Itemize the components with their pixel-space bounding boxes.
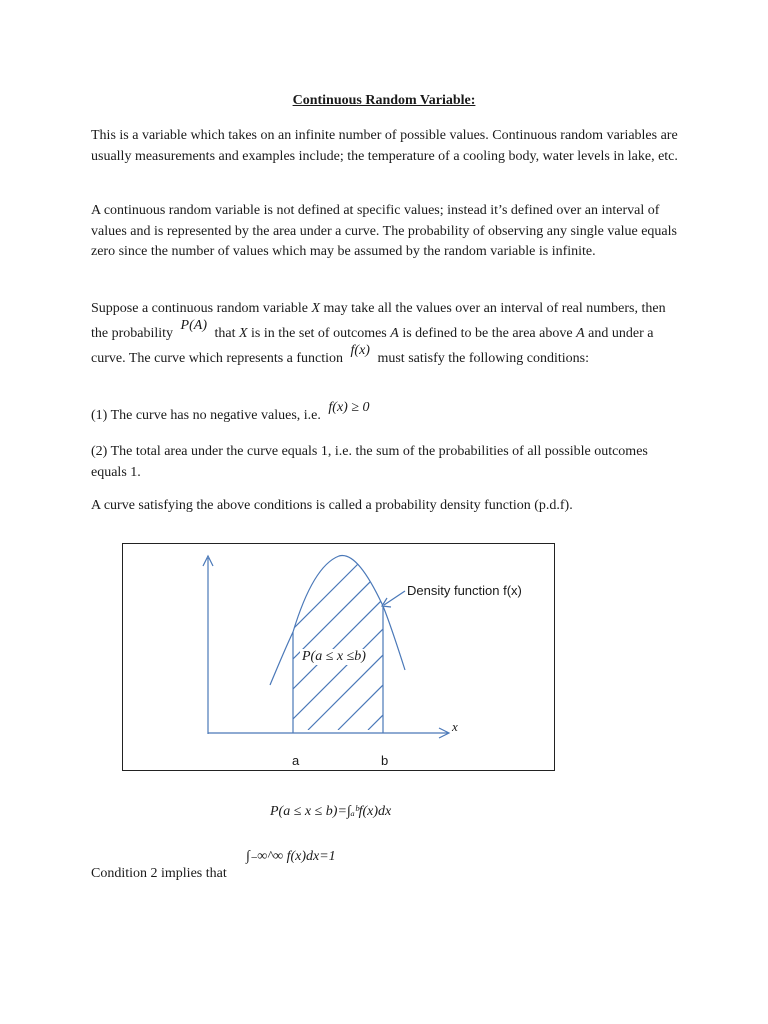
density-curve: [270, 556, 405, 685]
condition-one-math: f(x) ≥ 0: [328, 400, 370, 415]
b-label: b: [381, 753, 389, 768]
paragraph-interval: A continuous random variable is not defined at specific values; instead it’s defined over an interval of values and is represented by the area under a curve. The probability of observing any single value equals zero since the number of values which may be assumed by the random variable is infinite.: [91, 203, 677, 260]
normalization-equation: [244, 848, 338, 865]
math-var-a: A: [576, 326, 585, 341]
text-fragment: must satisfy the following conditions:: [373, 351, 590, 366]
eq2-text: ∫₋∞^∞ f(x)dx=1: [246, 849, 336, 864]
condition-two: (2) The total area under the curve equals 1, i.e. the sum of the probabilities of all possible outcomes equals 1.: [91, 444, 648, 480]
math-fx: f(x): [350, 343, 370, 358]
paragraph-probability: [91, 296, 681, 371]
text-fragment: that: [210, 326, 239, 341]
math-var-x: X: [311, 301, 321, 316]
x-axis-label: x: [452, 719, 458, 734]
density-function-label: Density function f(x): [407, 583, 522, 598]
condition-one-text: (1) The curve has no negative values, i.e.: [91, 408, 325, 423]
math-var-x: X: [238, 326, 248, 341]
text-fragment: Suppose a continuous random variable: [91, 301, 312, 316]
text-fragment: is defined to be the area above: [398, 326, 577, 341]
eq1-text: P(a ≤ x ≤ b)=∫ₐᵇf(x)dx: [270, 804, 392, 819]
area-label: P(a ≤ x ≤b): [302, 649, 366, 664]
pointer-line: [384, 591, 405, 605]
a-label: a: [292, 753, 300, 768]
text-fragment: may take all the values over an interval of real numbers, then the probability: [91, 301, 666, 341]
math-pa: P(A): [180, 318, 207, 333]
probability-integral-equation: [268, 803, 393, 820]
condition-two-implies: Condition 2 implies that: [91, 866, 227, 881]
math-var-a: A: [390, 326, 399, 341]
text-fragment: and under a curve. The curve which represents a function: [91, 326, 654, 366]
page-title: Continuous Random Variable:: [292, 93, 476, 108]
hatch-pattern: [293, 559, 383, 730]
text-fragment: is in the set of outcomes: [247, 326, 391, 341]
density-figure: [122, 543, 555, 771]
paragraph-definition: This is a variable which takes on an infinite number of possible values. Continuous random variables are usually measurements and examples include; the temperature of a cooling body, water levels in lake, etc.: [91, 128, 678, 164]
condition-one: [91, 400, 681, 427]
paragraph-pdf: A curve satisfying the above conditions is called a probability density function (p.d.f).: [91, 498, 573, 513]
pointer-arrow: [382, 598, 391, 607]
